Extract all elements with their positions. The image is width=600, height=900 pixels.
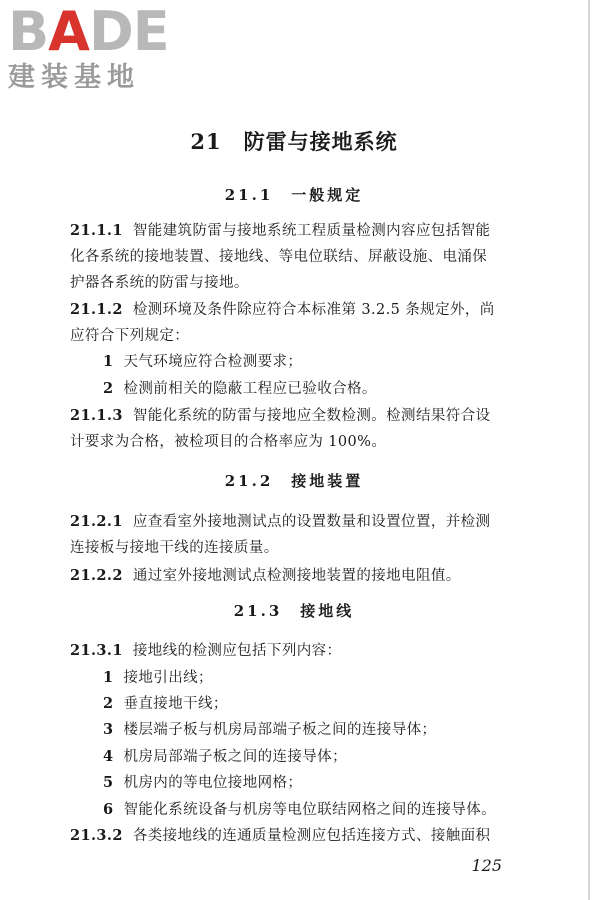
list-item: 1 天气环境应符合检测要求； xyxy=(103,353,303,370)
clause-line: 计要求为合格，被检项目的合格率应为 100%。 xyxy=(70,434,387,450)
clause-21-3-2: 21.3.2 各类接地线的连通质量检测应包括连接方式、接触面积 xyxy=(70,827,491,844)
section-title-grounding-line: 21.3 接地线 xyxy=(233,602,355,620)
page-number: 125 xyxy=(471,856,502,875)
clause-line: 应符合下列规定： xyxy=(70,328,190,344)
clause-21-3-1: 21.3.1 接地线的检测应包括下列内容： xyxy=(70,642,342,659)
clause-line: 护器各系统的防雷与接地。 xyxy=(70,275,249,291)
clause-21-1-2: 21.1.2 检测环境及条件除应符合本标准第 3.2.5 条规定外，尚 xyxy=(70,301,495,318)
list-item: 1 接地引出线； xyxy=(103,669,213,686)
clause-21-1-1: 21.1.1 智能建筑防雷与接地系统工程质量检测内容应包括智能 xyxy=(70,222,491,239)
section-title-general: 21.1 一般规定 xyxy=(224,186,364,204)
list-item: 6 智能化系统设备与机房等电位联结网格之间的连接导体。 xyxy=(103,801,496,818)
list-item: 3 楼层端子板与机房局部端子板之间的连接导体； xyxy=(103,721,437,738)
section-title-grounding-device: 21.2 接地装置 xyxy=(224,472,364,490)
list-item: 5 机房内的等电位接地网格； xyxy=(103,774,303,791)
clause-21-2-1: 21.2.1 应查看室外接地测试点的设置数量和设置位置，并检测 xyxy=(70,513,491,530)
chapter-title: 21 防雷与接地系统 xyxy=(190,129,398,154)
brand-logo xyxy=(8,0,178,94)
logo-subtitle: 建装基地 xyxy=(8,62,140,93)
clause-21-1-3: 21.1.3 智能化系统的防雷与接地应全数检测。检测结果符合设 xyxy=(70,407,491,424)
clause-21-2-2: 21.2.2 通过室外接地测试点检测接地装置的接地电阻值。 xyxy=(70,567,461,584)
logo-wordmark: BADE xyxy=(8,0,169,63)
list-item: 2 检测前相关的隐蔽工程应已验收合格。 xyxy=(103,380,377,397)
list-item: 4 机房局部端子板之间的连接导体； xyxy=(103,748,347,765)
list-item: 2 垂直接地干线； xyxy=(103,695,228,712)
clause-line: 连接板与接地干线的连接质量。 xyxy=(70,540,279,556)
clause-line: 化各系统的接地装置、接地线、等电位联结、屏蔽设施、电涌保 xyxy=(70,249,488,265)
